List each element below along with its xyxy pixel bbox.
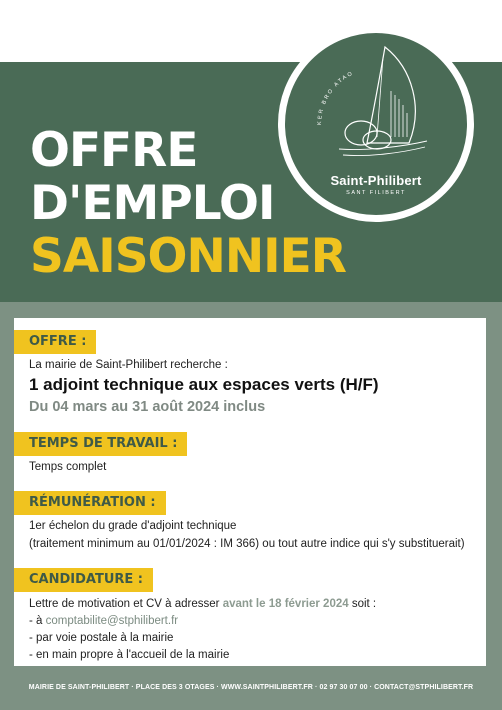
candidature-deadline: avant le 18 février 2024 <box>222 598 349 610</box>
remuneration-line-1: 1er échelon du grade d'adjoint technique <box>29 520 237 532</box>
candidature-item-in-person: - en main propre à l'accueil de la mairie <box>29 649 230 661</box>
remuneration-label: RÉMUNÉRATION : <box>14 491 166 515</box>
offre-dates: Du 04 mars au 31 août 2024 inclus <box>29 399 266 415</box>
candidature-item-post: - par voie postale à la mairie <box>29 632 174 644</box>
offre-intro: La mairie de Saint-Philibert recherche : <box>29 359 228 371</box>
remuneration-line-2: (traitement minimum au 01/01/2024 : IM 366) ou tout autre indice qui s'y substituerait) <box>29 538 465 550</box>
title-line-3: SAISONNIER <box>30 229 346 284</box>
offre-label: OFFRE : <box>14 330 96 354</box>
candidature-label: CANDIDATURE : <box>14 568 153 592</box>
title-line-2: D'EMPLOI <box>30 176 275 231</box>
temps-label: TEMPS DE TRAVAIL : <box>14 432 187 456</box>
email-link[interactable]: comptabilite@stphilibert.fr <box>45 615 179 627</box>
footer-contact: MAIRIE DE SAINT-PHILIBERT · PLACE DES 3 OTAGES · WWW.SAINTPHILIBERT.FR · 02 97 30 07 00 · CONTACT@STPHILIBERT.FR <box>28 684 474 691</box>
offre-position: 1 adjoint technique aux espaces verts (H/F) <box>29 375 379 394</box>
job-details-card <box>14 318 486 666</box>
town-logo <box>278 26 474 222</box>
title-line-1: OFFRE <box>30 123 198 178</box>
candidature-item-prefix: - à <box>29 615 46 627</box>
temps-value: Temps complet <box>29 461 107 473</box>
logo-arc-text: KER BRO ATAO <box>316 70 355 126</box>
candidature-line-1 <box>29 598 376 610</box>
candidature-text: Lettre de motivation et CV à adresser <box>29 598 223 610</box>
logo-town-name: Saint-Philibert <box>330 173 422 188</box>
candidature-item-email <box>29 615 178 627</box>
candidature-suffix: soit : <box>348 598 377 610</box>
logo-breton-name: SANT FILIBERT <box>346 190 406 196</box>
